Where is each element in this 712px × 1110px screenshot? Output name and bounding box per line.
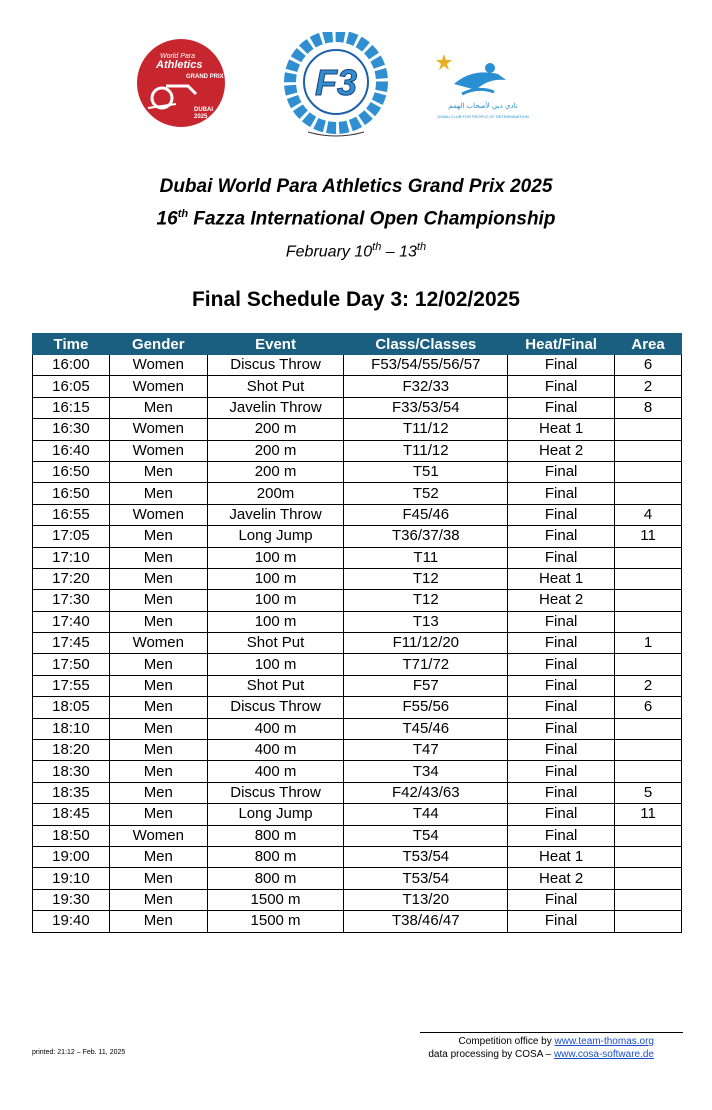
- cell-time: 17:45: [33, 633, 110, 654]
- cell-heat-final: Final: [508, 911, 615, 932]
- table-row: [33, 740, 682, 761]
- cell-event: Javelin Throw: [207, 397, 344, 418]
- table-row: [33, 804, 682, 825]
- fazza-championship-logo: [282, 32, 390, 140]
- table-row: [33, 568, 682, 589]
- cell-time: 16:50: [33, 461, 110, 482]
- cell-class: F42/43/63: [344, 782, 508, 803]
- event-dates: February 10th – 13th: [285, 241, 427, 261]
- team-thomas-link[interactable]: www.team-thomas.org: [554, 1036, 654, 1047]
- svg-text:World Para: World Para: [160, 53, 196, 60]
- cell-class: T53/54: [344, 868, 508, 889]
- svg-text:2025: 2025: [194, 114, 208, 120]
- cell-time: 16:30: [33, 419, 110, 440]
- cell-time: 18:35: [33, 782, 110, 803]
- cell-heat-final: Final: [508, 697, 615, 718]
- cell-event: Shot Put: [207, 633, 344, 654]
- cell-time: 16:50: [33, 483, 110, 504]
- cell-gender: Men: [109, 868, 207, 889]
- table-row: [33, 419, 682, 440]
- cell-class: F32/33: [344, 376, 508, 397]
- cell-time: 18:10: [33, 718, 110, 739]
- cell-area: [615, 825, 682, 846]
- cell-event: 200 m: [207, 419, 344, 440]
- cell-gender: Men: [109, 654, 207, 675]
- cell-area: [615, 761, 682, 782]
- cell-area: 1: [615, 633, 682, 654]
- cell-heat-final: Final: [508, 355, 615, 376]
- svg-text:F3: F3: [314, 62, 358, 103]
- cell-class: T13: [344, 611, 508, 632]
- table-row: [33, 483, 682, 504]
- cell-heat-final: Final: [508, 376, 615, 397]
- cell-gender: Women: [109, 440, 207, 461]
- cell-class: T38/46/47: [344, 911, 508, 932]
- cell-class: T54: [344, 825, 508, 846]
- cell-event: 100 m: [207, 547, 344, 568]
- column-header-class: Class/Classes: [344, 334, 508, 355]
- table-row: [33, 868, 682, 889]
- svg-text:DUBAI: DUBAI: [194, 107, 213, 113]
- cell-area: 6: [615, 355, 682, 376]
- cell-heat-final: Final: [508, 504, 615, 525]
- cell-heat-final: Heat 1: [508, 568, 615, 589]
- cell-time: 18:05: [33, 697, 110, 718]
- cell-area: [615, 846, 682, 867]
- cell-event: 400 m: [207, 740, 344, 761]
- cell-gender: Men: [109, 568, 207, 589]
- cell-event: Discus Throw: [207, 355, 344, 376]
- printed-timestamp: printed: 21:12 – Feb. 11, 2025: [32, 1049, 126, 1056]
- cell-time: 16:40: [33, 440, 110, 461]
- table-row: [33, 911, 682, 932]
- table-row: [33, 355, 682, 376]
- cell-gender: Men: [109, 697, 207, 718]
- cell-heat-final: Heat 2: [508, 868, 615, 889]
- cell-gender: Men: [109, 740, 207, 761]
- cell-heat-final: Heat 2: [508, 440, 615, 461]
- cell-class: T12: [344, 568, 508, 589]
- cell-heat-final: Final: [508, 675, 615, 696]
- cell-heat-final: Heat 2: [508, 590, 615, 611]
- cell-time: 16:55: [33, 504, 110, 525]
- cell-gender: Men: [109, 675, 207, 696]
- cell-area: [615, 611, 682, 632]
- cell-class: F11/12/20: [344, 633, 508, 654]
- column-header-gender: Gender: [109, 334, 207, 355]
- cell-event: 800 m: [207, 846, 344, 867]
- cell-time: 17:40: [33, 611, 110, 632]
- dubai-club-people-of-determination-logo: [428, 50, 538, 122]
- cell-gender: Men: [109, 889, 207, 910]
- svg-text:DUBAI CLUB FOR PEOPLE OF DETER: DUBAI CLUB FOR PEOPLE OF DETERMINATION: [437, 114, 529, 119]
- table-row: [33, 846, 682, 867]
- cell-time: 16:15: [33, 397, 110, 418]
- schedule-table-body: [33, 355, 682, 933]
- cell-heat-final: Final: [508, 547, 615, 568]
- cell-gender: Women: [109, 504, 207, 525]
- cell-class: T13/20: [344, 889, 508, 910]
- cell-event: 100 m: [207, 568, 344, 589]
- cell-time: 17:20: [33, 568, 110, 589]
- table-row: [33, 611, 682, 632]
- cell-event: 100 m: [207, 654, 344, 675]
- table-row: [33, 526, 682, 547]
- column-header-time: Time: [33, 334, 110, 355]
- cell-area: 11: [615, 526, 682, 547]
- cell-heat-final: Final: [508, 825, 615, 846]
- cell-heat-final: Final: [508, 889, 615, 910]
- cell-area: [615, 440, 682, 461]
- cell-area: [615, 590, 682, 611]
- cell-event: 800 m: [207, 825, 344, 846]
- cell-area: [615, 419, 682, 440]
- table-row: [33, 654, 682, 675]
- cell-gender: Women: [109, 376, 207, 397]
- cell-area: 2: [615, 376, 682, 397]
- table-row: [33, 590, 682, 611]
- cell-heat-final: Final: [508, 654, 615, 675]
- cell-class: T11/12: [344, 419, 508, 440]
- event-title: Dubai World Para Athletics Grand Prix 2025: [159, 176, 553, 197]
- cell-heat-final: Heat 1: [508, 419, 615, 440]
- cell-heat-final: Final: [508, 804, 615, 825]
- cell-class: T53/54: [344, 846, 508, 867]
- cell-class: F33/53/54: [344, 397, 508, 418]
- cell-time: 16:00: [33, 355, 110, 376]
- cell-time: 17:55: [33, 675, 110, 696]
- cell-event: 200 m: [207, 461, 344, 482]
- cell-event: 200m: [207, 483, 344, 504]
- table-row: [33, 440, 682, 461]
- cell-area: [615, 718, 682, 739]
- table-row: [33, 376, 682, 397]
- cell-gender: Men: [109, 526, 207, 547]
- cell-heat-final: Final: [508, 633, 615, 654]
- cell-heat-final: Final: [508, 483, 615, 504]
- cell-time: 19:40: [33, 911, 110, 932]
- cell-heat-final: Final: [508, 461, 615, 482]
- table-row: [33, 889, 682, 910]
- table-row: [33, 461, 682, 482]
- cell-class: T12: [344, 590, 508, 611]
- cell-area: 4: [615, 504, 682, 525]
- cell-area: [615, 889, 682, 910]
- cell-time: 17:50: [33, 654, 110, 675]
- cell-event: Shot Put: [207, 376, 344, 397]
- cell-gender: Men: [109, 761, 207, 782]
- cell-event: 1500 m: [207, 889, 344, 910]
- cell-area: [615, 911, 682, 932]
- cell-gender: Men: [109, 718, 207, 739]
- cell-gender: Men: [109, 846, 207, 867]
- cell-area: 8: [615, 397, 682, 418]
- cell-event: Discus Throw: [207, 782, 344, 803]
- cell-heat-final: Final: [508, 611, 615, 632]
- cell-gender: Men: [109, 547, 207, 568]
- cell-area: [615, 740, 682, 761]
- cell-time: 18:30: [33, 761, 110, 782]
- cell-time: 17:05: [33, 526, 110, 547]
- table-row: [33, 633, 682, 654]
- cell-heat-final: Final: [508, 397, 615, 418]
- cell-gender: Men: [109, 590, 207, 611]
- column-header-heat-final: Heat/Final: [508, 334, 615, 355]
- table-row: [33, 697, 682, 718]
- cell-class: F55/56: [344, 697, 508, 718]
- cell-heat-final: Final: [508, 740, 615, 761]
- cell-event: Shot Put: [207, 675, 344, 696]
- table-row: [33, 547, 682, 568]
- cell-time: 19:10: [33, 868, 110, 889]
- cell-area: [615, 483, 682, 504]
- world-para-athletics-logo: [136, 38, 226, 128]
- cell-event: Long Jump: [207, 526, 344, 547]
- cell-class: T11: [344, 547, 508, 568]
- svg-text:Athletics: Athletics: [156, 59, 203, 71]
- cell-class: T51: [344, 461, 508, 482]
- cell-class: F45/46: [344, 504, 508, 525]
- cell-time: 19:30: [33, 889, 110, 910]
- footer-divider: [420, 1032, 683, 1033]
- column-header-event: Event: [207, 334, 344, 355]
- table-row: [33, 718, 682, 739]
- footer-credits: Competition office by www.team-thomas.org data processing by COSA – www.cosa-software.de: [428, 1036, 654, 1060]
- championship-title: 16th Fazza International Open Championship: [156, 208, 556, 230]
- cell-event: Long Jump: [207, 804, 344, 825]
- cell-class: T47: [344, 740, 508, 761]
- cell-class: F57: [344, 675, 508, 696]
- cell-event: 400 m: [207, 718, 344, 739]
- table-row: [33, 504, 682, 525]
- cell-time: 18:20: [33, 740, 110, 761]
- table-row: [33, 782, 682, 803]
- cell-event: 200 m: [207, 440, 344, 461]
- cell-class: T36/37/38: [344, 526, 508, 547]
- cell-heat-final: Final: [508, 761, 615, 782]
- cell-gender: Men: [109, 911, 207, 932]
- cell-area: [615, 547, 682, 568]
- schedule-table: [32, 333, 682, 933]
- svg-text:نادي دبي لأصحاب الهمم: نادي دبي لأصحاب الهمم: [448, 102, 518, 110]
- cell-class: T34: [344, 761, 508, 782]
- table-row: [33, 397, 682, 418]
- cell-gender: Men: [109, 483, 207, 504]
- cell-gender: Women: [109, 419, 207, 440]
- cell-gender: Women: [109, 633, 207, 654]
- cell-time: 18:45: [33, 804, 110, 825]
- cell-gender: Men: [109, 782, 207, 803]
- cell-area: [615, 654, 682, 675]
- cell-gender: Women: [109, 825, 207, 846]
- table-row: [33, 761, 682, 782]
- cell-event: 100 m: [207, 611, 344, 632]
- cell-class: T52: [344, 483, 508, 504]
- cell-heat-final: Heat 1: [508, 846, 615, 867]
- cell-gender: Men: [109, 611, 207, 632]
- cell-class: T71/72: [344, 654, 508, 675]
- cell-gender: Men: [109, 804, 207, 825]
- table-header-row: [33, 334, 682, 355]
- svg-text:GRAND PRIX: GRAND PRIX: [186, 74, 224, 80]
- cell-event: 400 m: [207, 761, 344, 782]
- cell-area: 5: [615, 782, 682, 803]
- cell-class: T45/46: [344, 718, 508, 739]
- cell-gender: Women: [109, 355, 207, 376]
- cell-area: 11: [615, 804, 682, 825]
- cell-area: 6: [615, 697, 682, 718]
- cell-heat-final: Final: [508, 782, 615, 803]
- table-row: [33, 675, 682, 696]
- cell-area: [615, 568, 682, 589]
- cell-class: T11/12: [344, 440, 508, 461]
- cell-event: 1500 m: [207, 911, 344, 932]
- cell-class: T44: [344, 804, 508, 825]
- cell-event: 800 m: [207, 868, 344, 889]
- cell-area: 2: [615, 675, 682, 696]
- cell-event: Discus Throw: [207, 697, 344, 718]
- cell-time: 19:00: [33, 846, 110, 867]
- cell-heat-final: Final: [508, 718, 615, 739]
- table-row: [33, 825, 682, 846]
- cell-event: Javelin Throw: [207, 504, 344, 525]
- cell-gender: Men: [109, 397, 207, 418]
- cell-time: 18:50: [33, 825, 110, 846]
- cell-time: 16:05: [33, 376, 110, 397]
- cell-event: 100 m: [207, 590, 344, 611]
- cell-time: 17:30: [33, 590, 110, 611]
- cell-area: [615, 461, 682, 482]
- cosa-software-link[interactable]: www.cosa-software.de: [553, 1049, 654, 1060]
- cell-area: [615, 868, 682, 889]
- cell-heat-final: Final: [508, 526, 615, 547]
- column-header-area: Area: [615, 334, 682, 355]
- cell-class: F53/54/55/56/57: [344, 355, 508, 376]
- cell-gender: Men: [109, 461, 207, 482]
- schedule-title: Final Schedule Day 3: 12/02/2025: [191, 288, 520, 311]
- cell-time: 17:10: [33, 547, 110, 568]
